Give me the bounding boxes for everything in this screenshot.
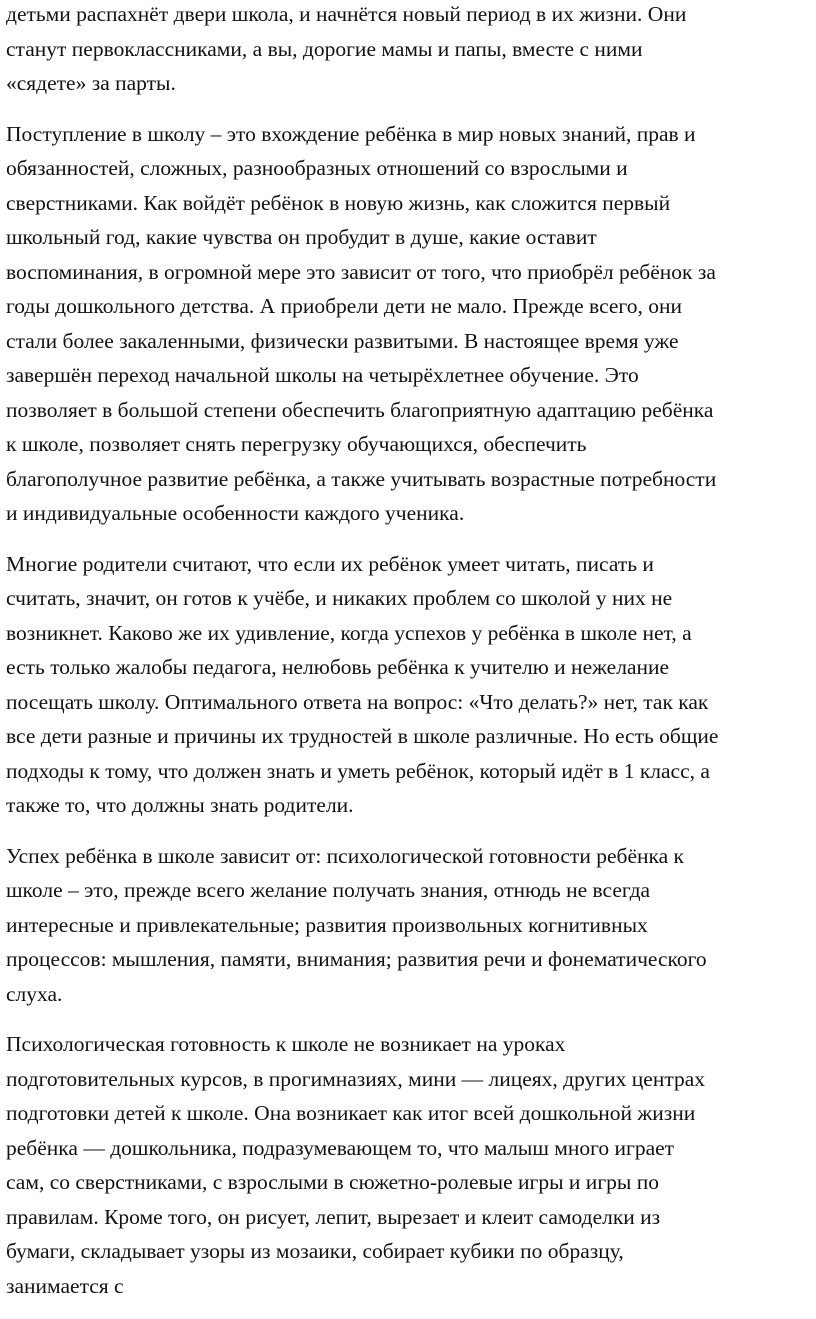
text-line: воспоминания, в огромной мере это зависит от того, что приобрёл ребёнок за [6, 259, 716, 284]
document-body [6, 0, 816, 1319]
text-line: бумаги, складывает узоры из мозаики, собирает кубики по образцу, [6, 1239, 624, 1263]
text-line: годы дошкольного детства. А приобрели дети не мало. Прежде всего, они [6, 294, 682, 318]
text-line: Успех ребёнка в школе зависит от: психологической готовности ребёнка к [6, 843, 684, 868]
text-line: подготовки детей к школе. Она возникает как итог всей дошкольной жизни [6, 1101, 696, 1125]
text-line: есть только жалобы педагога, нелюбовь ребёнка к учителю и нежелание [6, 655, 670, 679]
text-line: возникнет. Каково же их удивление, когда успехов у ребёнка в школе нет, а [6, 620, 692, 645]
paragraph-1 [6, 0, 816, 101]
text-line: к школе, позволяет снять перегрузку обучающихся, обеспечить [6, 432, 587, 456]
text-line: позволяет в большой степени обеспечить благоприятную адаптацию ребёнка [6, 397, 714, 422]
text-line: «сядете» за парты. [6, 71, 176, 95]
text-line: процессов: мышления, памяти, внимания; развития речи и фонематического [6, 947, 707, 971]
paragraph-3 [6, 547, 816, 823]
text-line: стали более закаленными, физически развитыми. В настоящее время уже [6, 328, 679, 353]
text-line: подходы к тому, что должен знать и уметь ребёнок, который идёт в 1 класс, а [6, 758, 710, 783]
text-line: детьми распахнёт двери школа, и начнётся новый период в их жизни. Они [6, 2, 687, 26]
text-line: занимается с [6, 1273, 124, 1298]
paragraph-5 [6, 1027, 816, 1303]
text-line: ребёнка — дошкольника, подразумевающем то, что малыш много играет [6, 1135, 675, 1160]
text-line: Поступление в школу – это вхождение ребёнка в мир новых знаний, прав и [6, 121, 696, 146]
text-line: также то, что должны знать родители. [6, 793, 354, 817]
text-line: сам, со сверстниками, с взрослыми в сюжетно-ролевые игры и игры по [6, 1170, 659, 1194]
text-line: школьный год, какие чувства он пробудит в душе, какие оставит [6, 225, 597, 249]
text-line: все дети разные и причины их трудностей в школе различные. Но есть общие [6, 724, 719, 748]
text-line: Многие родители считают, что если их ребёнок умеет читать, писать и [6, 551, 654, 576]
paragraph-2 [6, 117, 816, 531]
text-line: подготовительных курсов, в прогимназиях, мини — лицеях, других центрах [6, 1066, 706, 1091]
text-line: сверстниками. Как войдёт ребёнок в новую жизнь, как сложится первый [6, 190, 671, 215]
text-line: и индивидуальные особенности каждого ученика. [6, 501, 465, 525]
text-line: правилам. Кроме того, он рисует, лепит, вырезает и клеит самоделки из [6, 1204, 661, 1229]
text-line: станут первоклассниками, а вы, дорогие мамы и папы, вместе с ними [6, 36, 643, 61]
text-line: Психологическая готовность к школе не возникает на уроках [6, 1032, 566, 1056]
text-line: посещать школу. Оптимального ответа на вопрос: «Что делать?» нет, так как [6, 689, 709, 714]
paragraph-4 [6, 839, 816, 1012]
text-line: интересные и привлекательные; развития произвольных когнитивных [6, 912, 648, 937]
text-line: благополучное развитие ребёнка, а также учитывать возрастные потребности [6, 466, 717, 491]
text-line: слуха. [6, 981, 63, 1006]
text-line: считать, значит, он готов к учёбе, и никаких проблем со школой у них не [6, 586, 673, 610]
text-line: школе – это, прежде всего желание получать знания, отнюдь не всегда [6, 878, 651, 902]
text-line: завершён переход начальной школы на четырёхлетнее обучение. Это [6, 363, 639, 387]
text-line: обязанностей, сложных, разнообразных отношений со взрослыми и [6, 156, 628, 180]
